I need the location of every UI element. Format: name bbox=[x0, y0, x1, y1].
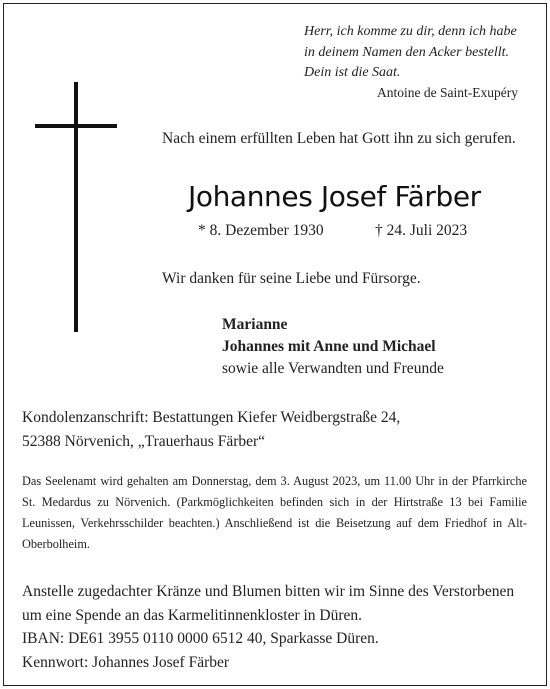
mourner-relatives: sowie alle Verwandten und Freunde bbox=[222, 360, 444, 377]
thanks-text: Wir danken für seine Liebe und Fürsorge. bbox=[162, 270, 421, 287]
condolence-address bbox=[22, 406, 400, 454]
quote-line: Herr, ich komme zu dir, denn ich habe bbox=[304, 24, 517, 39]
quote-line: Dein ist die Saat. bbox=[304, 65, 401, 80]
mourner-name: Marianne bbox=[222, 316, 288, 333]
donation-line: um eine Spende an das Karmelitinnenkloster in Düren. bbox=[22, 606, 363, 624]
mourner-name: Johannes mit Anne und Michael bbox=[222, 338, 436, 355]
deceased-name: Johannes Josef Färber bbox=[188, 180, 481, 213]
donation-iban: IBAN: DE61 3955 0110 0000 6512 40, Sparkasse Düren. bbox=[22, 630, 379, 647]
condolence-line: Kondolenzanschrift: Bestattungen Kiefer Weidbergstraße 24, bbox=[22, 409, 401, 426]
donation-line: Anstelle zugedachter Kränze und Blumen bitten wir im Sinne des Verstorbenen bbox=[22, 583, 515, 600]
quote-line: in deinem Namen den Acker bestellt. bbox=[304, 44, 510, 60]
bible-quote bbox=[304, 22, 517, 84]
service-info: Das Seelenamt wird gehalten am Donnerstag, dem 3. August 2023, um 11.00 Uhr in der Pfarrkirche St. Medardus zu Nörvenich. (Parkmöglichkeiten befinden sich in der Hirtstraße 13 bei Familie Leunissen, Verkehrsschilder beachten.) Anschließend ist die Beisetzung auf dem Friedhof in Alt-Oberbolheim. bbox=[22, 474, 527, 551]
condolence-line: 52388 Nörvenich, „Trauerhaus Färber“ bbox=[22, 433, 266, 450]
intro-text: Nach einem erfüllten Leben hat Gott ihn zu sich gerufen. bbox=[162, 130, 516, 147]
cross-vertical-bar bbox=[74, 82, 78, 332]
cross-horizontal-bar bbox=[35, 124, 117, 128]
quote-author: Antoine de Saint-Exupéry bbox=[377, 85, 518, 100]
birth-date: * 8. Dezember 1930 bbox=[198, 222, 324, 239]
donation-keyword: Kennwort: Johannes Josef Färber bbox=[22, 653, 230, 671]
death-date: † 24. Juli 2023 bbox=[375, 222, 468, 239]
donation-info bbox=[22, 580, 514, 674]
